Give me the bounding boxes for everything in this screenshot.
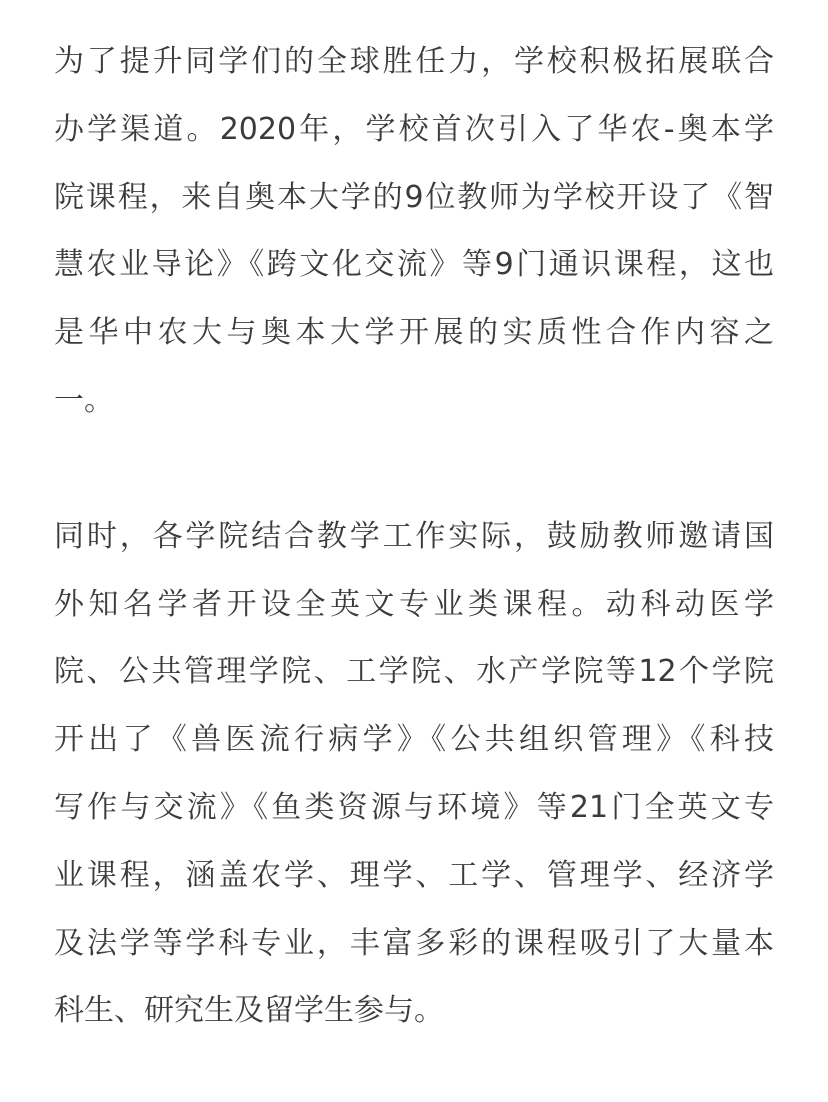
paragraph-2: [54, 503, 774, 1045]
text-line: 科生、研究生及留学生参与。: [54, 993, 444, 1029]
paragraph-1: [54, 28, 774, 435]
text-line: 院课程，来自奥本大学的9位教师为学校开设了《智: [54, 179, 774, 215]
text-line: 一。: [54, 382, 114, 418]
text-line: 同时，各学院结合教学工作实际，鼓励教师邀请国: [54, 518, 774, 554]
text-line: 业课程，涵盖农学、理学、工学、管理学、经济学: [54, 857, 774, 893]
text-line: 及法学等学科专业，丰富多彩的课程吸引了大量本: [54, 925, 774, 961]
text-line: 办学渠道。2020年，学校首次引入了华农-奥本学: [54, 111, 774, 147]
text-line: 开出了《兽医流行病学》《公共组织管理》《科技: [54, 722, 774, 758]
text-line: 外知名学者开设全英文专业类课程。动科动医学: [54, 586, 774, 622]
text-line: 为了提升同学们的全球胜任力，学校积极拓展联合: [54, 44, 774, 79]
text-line: 慧农业导论》《跨文化交流》等9门通识课程，这也: [54, 247, 774, 283]
text-line: 写作与交流》《鱼类资源与环境》等21门全英文专: [54, 789, 774, 825]
text-line: 是华中农大与奥本大学开展的实质性合作内容之: [54, 315, 774, 351]
paragraph-spacer: [54, 435, 774, 503]
text-line: 院、公共管理学院、工学院、水产学院等12个学院: [54, 654, 774, 690]
